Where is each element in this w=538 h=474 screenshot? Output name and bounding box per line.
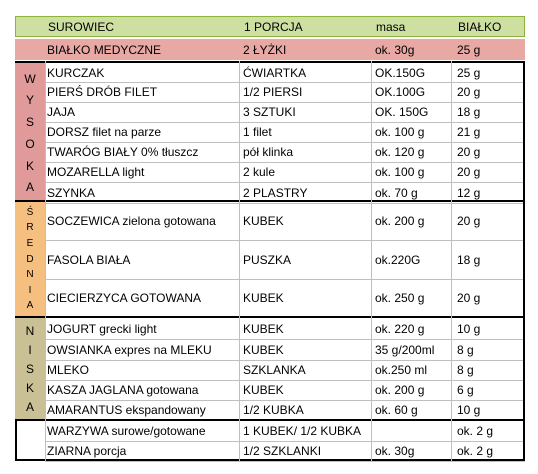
cell-portion: KUBEK [243, 214, 284, 228]
footer-separator [15, 419, 525, 421]
column-divider [239, 61, 240, 461]
cell-mass: ok. 200 g [375, 214, 425, 228]
table-row [15, 279, 525, 317]
cell-mass: 35 g/200ml [375, 342, 435, 357]
cell-mass: ok. 60 g [375, 403, 418, 417]
cell-name: PIERŚ DRÓB FILET [47, 85, 158, 99]
header-protein: BIAŁKO [458, 19, 502, 34]
side-letter: O [25, 136, 35, 151]
side-letter: I [28, 284, 32, 296]
cell-mass: OK.150G [375, 65, 426, 80]
cell-protein: 8 g [457, 363, 474, 377]
cell-protein: 21 g [457, 125, 481, 139]
table-row [15, 339, 525, 360]
cell-portion: KUBEK [243, 342, 284, 357]
header-name: SUROWIEC [48, 19, 114, 34]
cell-protein: 20 g [457, 291, 481, 305]
cell-protein: 20 g [457, 85, 481, 99]
medical-portion: 2 ŁYŻKI [243, 42, 287, 57]
cell-name: MOZARELLA light [47, 165, 145, 179]
cell-mass: ok. 200 g [375, 383, 425, 397]
cell-mass: ok. 250 g [375, 291, 425, 305]
cell-protein: 8 g [457, 342, 474, 357]
table-row [15, 102, 525, 122]
table-row [15, 142, 525, 162]
group-separator [15, 61, 525, 63]
side-letter: N [26, 269, 34, 281]
cell-mass: ok.250 ml [375, 363, 428, 377]
cell-portion: ĆWIARTKA [243, 65, 307, 80]
side-letter: A [25, 180, 34, 195]
cell-name: KURCZAK [47, 65, 105, 80]
cell-name: SZYNKA [47, 185, 96, 200]
cell-mass: ok. 120 g [375, 145, 425, 159]
cell-portion: KUBEK [243, 383, 284, 397]
footer-row [15, 441, 525, 461]
side-letter: K [25, 158, 34, 173]
cell-protein: 6 g [457, 383, 474, 397]
medical-name: BIAŁKO MEDYCZNE [47, 42, 162, 57]
footer-row [15, 421, 525, 441]
bottom-border [15, 459, 525, 461]
column-divider [451, 61, 452, 461]
cell-protein: 10 g [457, 321, 481, 336]
cell-name: AMARANTUS ekspandowany [47, 403, 206, 417]
cell-name: CIECIERZYCA GOTOWANA [47, 291, 202, 305]
cell-name: TWARÓG BIAŁY 0% tłuszcz [47, 145, 199, 159]
cell-protein: 18 g [457, 252, 481, 267]
footer-left-border [15, 419, 17, 461]
cell-portion: PUSZKA [243, 252, 292, 267]
table-row [15, 82, 525, 102]
cell-portion: 2 kule [243, 165, 276, 179]
column-divider [45, 61, 46, 461]
medical-row [15, 39, 525, 60]
table-row [15, 237, 525, 279]
side-letter: A [26, 300, 34, 312]
cell-portion: 2 PLASTRY [243, 185, 308, 200]
cell-mass: ok. 30g [375, 444, 415, 458]
cell-portion: 1/2 SZKLANKI [243, 444, 322, 458]
side-letter: Ś [26, 206, 34, 218]
table-row [15, 400, 525, 420]
cell-mass: ok.220G [375, 252, 421, 267]
table-row [15, 122, 525, 142]
side-letter: A [25, 400, 34, 414]
cell-protein: 12 g [457, 185, 481, 200]
group-separator [15, 200, 525, 202]
cell-portion: 3 SZTUKI [243, 105, 296, 119]
group-separator [15, 316, 525, 318]
cell-protein: 20 g [457, 165, 481, 179]
column-divider [371, 61, 372, 461]
side-letter: S [25, 362, 34, 376]
side-letter: R [26, 222, 34, 234]
cell-mass: ok. 100 g [375, 125, 425, 139]
table-row [15, 380, 525, 400]
cell-protein: ok. 2 g [457, 444, 494, 458]
cell-portion: pół klinka [243, 145, 294, 159]
cell-portion: 1 filet [243, 125, 272, 139]
cell-protein: ok. 2 g [457, 424, 494, 438]
cell-mass: ok. 220 g [375, 321, 425, 336]
cell-name: DORSZ filet na parze [47, 125, 162, 139]
side-letter: D [26, 253, 34, 265]
side-letter: I [28, 343, 32, 357]
header-row [15, 16, 525, 37]
cell-mass: OK.100G [375, 85, 426, 99]
cell-name: WARZYWA surowe/gotowane [47, 424, 206, 438]
side-letter: E [26, 237, 34, 249]
cell-portion: KUBEK [243, 321, 284, 336]
table-row [15, 63, 525, 82]
cell-portion: 1 KUBEK/ 1/2 KUBKA [243, 424, 362, 438]
side-letter: K [25, 381, 34, 395]
medical-mass: ok. 30g [375, 42, 415, 57]
cell-name: JAJA [47, 105, 76, 119]
cell-name: KASZA JAGLANA gotowana [47, 383, 199, 397]
cell-portion: KUBEK [243, 291, 284, 305]
row-divider [45, 461, 525, 462]
cell-name: JOGURT grecki light [47, 321, 157, 336]
cell-name: MLEKO [47, 363, 90, 377]
table-row [15, 318, 525, 339]
cell-mass: OK. 150G [375, 105, 429, 119]
side-letter: Y [25, 93, 34, 108]
cell-name: ZIARNA porcja [47, 444, 127, 458]
cell-mass: ok. 100 g [375, 165, 425, 179]
cell-mass: ok. 70 g [375, 185, 418, 200]
cell-protein: 18 g [457, 105, 481, 119]
cell-portion: 1/2 KUBKA [243, 403, 304, 417]
right-border [523, 61, 525, 461]
table-row [15, 158, 525, 182]
group-side-label [15, 318, 45, 420]
side-letter: W [24, 71, 36, 86]
cell-portion: 1/2 PIERSI [243, 85, 303, 99]
cell-portion: SZKLANKA [243, 363, 306, 377]
medical-protein: 25 g [457, 42, 481, 57]
group-side-label [15, 63, 45, 203]
cell-protein: 10 g [457, 403, 481, 417]
protein-table [15, 16, 525, 461]
table-row [15, 202, 525, 240]
cell-protein: 25 g [457, 65, 481, 80]
header-portion: 1 PORCJA [244, 19, 303, 34]
cell-name: FASOLA BIAŁA [47, 252, 131, 267]
side-letter: N [25, 324, 35, 338]
side-letter: S [25, 115, 34, 130]
group-side-label [15, 202, 45, 317]
cell-name: SOCZEWICA zielona gotowana [47, 214, 216, 228]
cell-protein: 20 g [457, 145, 481, 159]
header-mass: masa [376, 19, 406, 34]
cell-name: OWSIANKA expres na MLEKU [47, 342, 212, 357]
cell-protein: 20 g [457, 214, 481, 228]
table-row [15, 360, 525, 380]
